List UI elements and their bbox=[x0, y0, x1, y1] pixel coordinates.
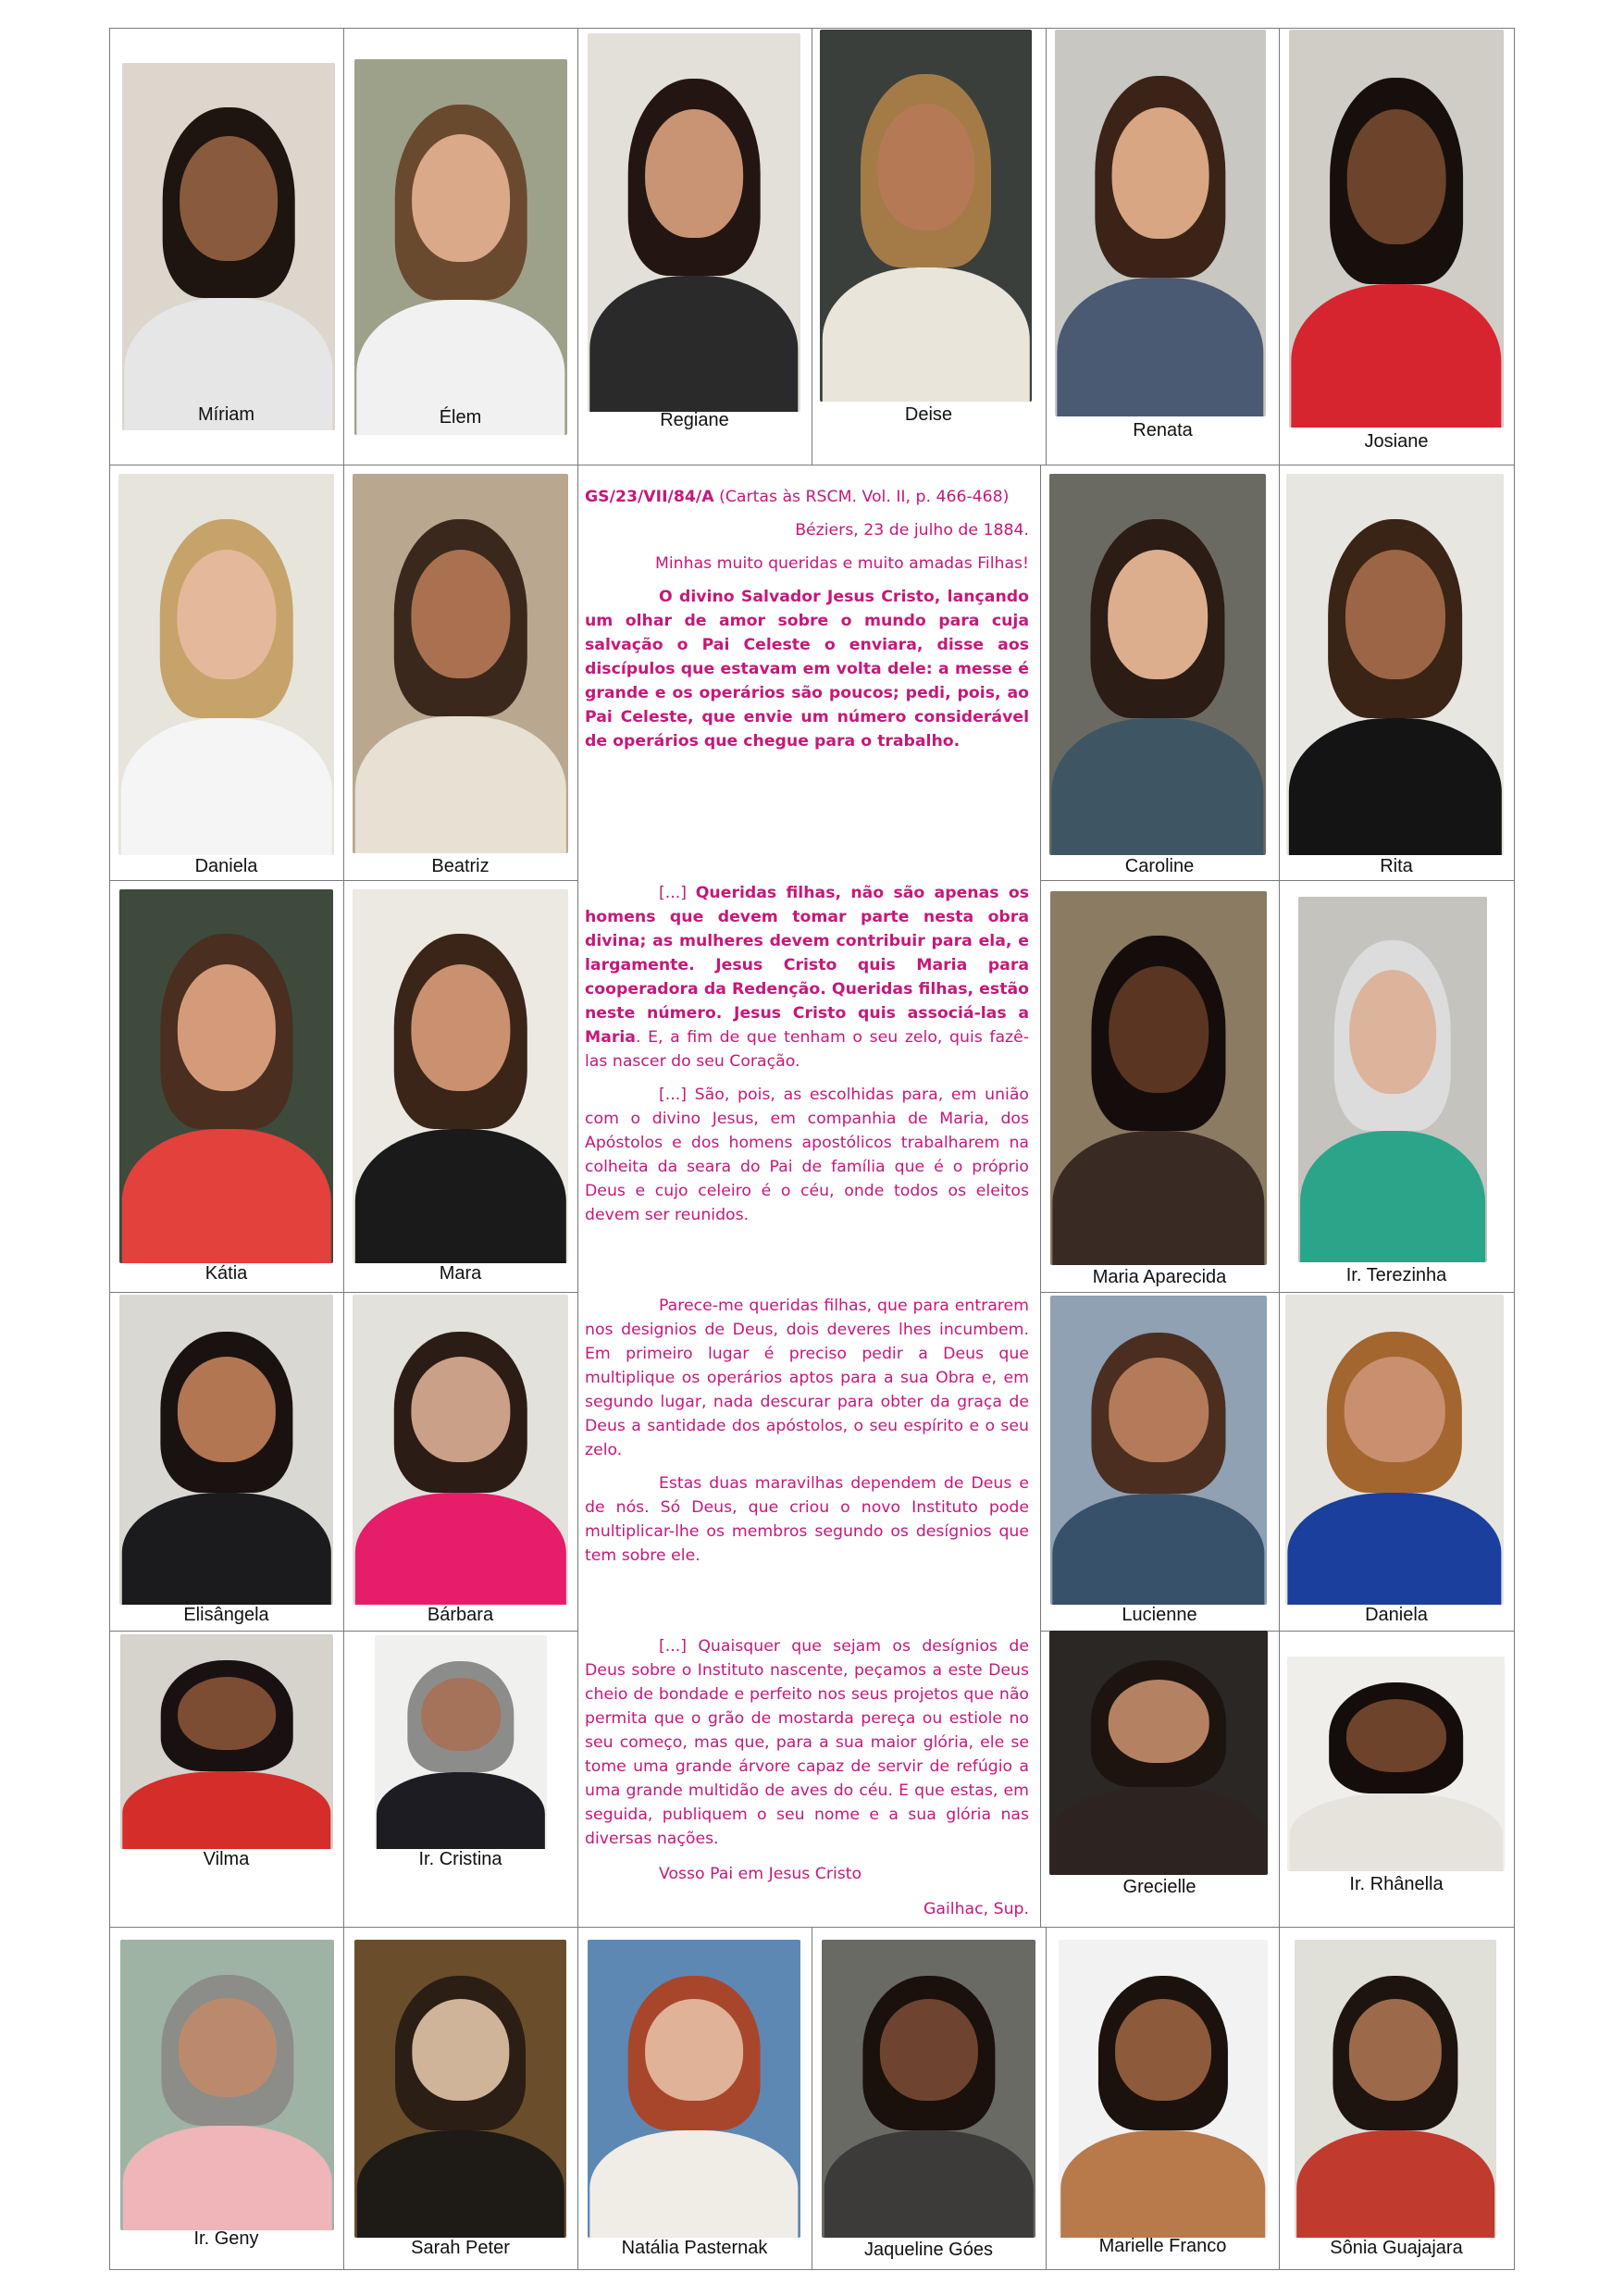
portrait-photo bbox=[822, 1940, 1035, 2238]
portrait-clothing bbox=[589, 2130, 798, 2238]
portrait-photo bbox=[1298, 897, 1487, 1262]
person-card bbox=[812, 1927, 1046, 2269]
portrait-face bbox=[1115, 1999, 1211, 2100]
portrait-face bbox=[1345, 1699, 1445, 1772]
portrait-photo bbox=[353, 474, 568, 853]
person-name: Vilma bbox=[203, 1849, 250, 1869]
portrait-photo bbox=[1286, 474, 1504, 855]
portrait-face bbox=[645, 1999, 743, 2100]
portrait-clothing bbox=[1296, 2130, 1494, 2238]
portrait-face bbox=[1349, 970, 1436, 1094]
portrait-face bbox=[877, 104, 974, 230]
portrait-face bbox=[178, 1677, 276, 1750]
letter-signature: Gailhac, Sup. bbox=[924, 1900, 1029, 1918]
portrait-face bbox=[879, 1999, 977, 2100]
letter-closing bbox=[585, 1634, 1029, 1921]
portrait-photo bbox=[353, 1295, 568, 1605]
person-name: Rita bbox=[1380, 856, 1413, 876]
person-card bbox=[109, 1292, 343, 1631]
letter-paragraph-6: [...] Quaisquer que sejam os desígnios de Deus sobre o Instituto nascente, peçamos a este Deus cheio de bondade e perfeito nos seus projetos que não permita que o grão de mostarda pereça ou estiole no seu começo, mas que, para a sua maior glória, ele se tome uma grande árvore capaz de servir de refúgio a uma grande multidão de aves do céu. E que estas, em seguida, publiquem o seu nome e a sua glória nas diversas nações. bbox=[585, 1637, 1029, 1848]
letter-paragraph-2 bbox=[585, 881, 1029, 1074]
person-name: Marielle Franco bbox=[1098, 2236, 1227, 2256]
portrait-clothing bbox=[1052, 1494, 1264, 1605]
person-name: Jaqueline Góes bbox=[864, 2240, 993, 2260]
person-name: Ir. Rhânella bbox=[1349, 1874, 1444, 1894]
portrait-face bbox=[1345, 1357, 1445, 1462]
portrait-face bbox=[180, 136, 278, 261]
portrait-clothing bbox=[356, 2130, 564, 2238]
person-card bbox=[1279, 465, 1514, 880]
portrait-clothing bbox=[1287, 1493, 1501, 1605]
portrait-photo bbox=[1049, 474, 1266, 855]
person-card bbox=[577, 28, 812, 465]
portrait-clothing bbox=[121, 1493, 330, 1605]
portrait-photo bbox=[1049, 1631, 1268, 1875]
letter-paragraph-3: [...] São, pois, as escolhidas para, em união com o divino Jesus, em companhia de Maria, dos Apóstolos e dos homens apostólicos trabalharem na colheita da seara do Pai de família que é o próprio Deus e cujo celeiro é o céu, onde todos os eleitos devem ser reunidos. bbox=[585, 1086, 1029, 1224]
person-name: Elisângela bbox=[183, 1605, 269, 1625]
portrait-clothing bbox=[1288, 718, 1501, 855]
portrait-face bbox=[411, 1357, 510, 1462]
person-name: Daniela bbox=[194, 856, 258, 876]
person-card bbox=[109, 880, 343, 1292]
portrait-clothing bbox=[122, 1771, 330, 1849]
person-card bbox=[577, 1927, 812, 2269]
portrait-clothing bbox=[122, 2126, 331, 2230]
portrait-face bbox=[645, 109, 743, 238]
person-name: Mara bbox=[439, 1263, 482, 1284]
portrait-face bbox=[177, 964, 275, 1091]
portrait-photo bbox=[1055, 30, 1266, 416]
portrait-face bbox=[1347, 109, 1446, 244]
portrait-clothing bbox=[824, 2130, 1033, 2238]
person-name: Natália Pasternak bbox=[621, 2238, 768, 2258]
person-name: Bárbara bbox=[427, 1605, 494, 1625]
person-name: Ir. Cristina bbox=[418, 1849, 502, 1869]
portrait-clothing bbox=[589, 276, 798, 412]
portrait-clothing bbox=[1051, 1787, 1265, 1875]
person-card bbox=[343, 28, 577, 465]
portrait-clothing bbox=[120, 718, 331, 855]
portrait-face bbox=[412, 1999, 509, 2100]
portrait-face bbox=[178, 1998, 276, 2097]
portrait-photo bbox=[588, 33, 800, 412]
person-name: Beatriz bbox=[431, 856, 490, 876]
portrait-photo bbox=[1059, 1940, 1268, 2238]
portrait-photo bbox=[1050, 1296, 1267, 1605]
portrait-clothing bbox=[1291, 284, 1501, 428]
person-card bbox=[1279, 1927, 1514, 2269]
portrait-photo bbox=[1295, 1940, 1496, 2238]
letter-middle bbox=[585, 881, 1029, 1227]
portrait-clothing bbox=[1300, 1131, 1485, 1262]
person-name: Míriam bbox=[197, 404, 255, 425]
portrait-face bbox=[1349, 1999, 1442, 2100]
person-name: Caroline bbox=[1124, 856, 1195, 876]
portrait-photo bbox=[588, 1940, 800, 2238]
letter-paragraph-5: Estas duas maravilhas dependem de Deus e de nós. Só Deus, que criou o novo Instituto pode multiplicar-lhe os membros segundo os desígnios que tem sobre ele. bbox=[585, 1474, 1029, 1565]
portrait-clothing bbox=[377, 1772, 545, 1849]
person-card bbox=[1279, 28, 1514, 465]
person-name: Regiane bbox=[660, 410, 729, 430]
person-name: Ir. Terezinha bbox=[1345, 1265, 1447, 1285]
person-name: Sônia Guajajara bbox=[1330, 2238, 1463, 2258]
letter-paragraph-1: O divino Salvador Jesus Cristo, lançando um olhar de amor sobre o mundo para cuja salvação o Pai Celeste o enviara, disse aos discípulos que estavam em volta dele: a messe é grande e os operários são poucos; pedi, pois, ao Pai Celeste, que envie um número considerável de operários que chegue para o trabalho. bbox=[585, 588, 1029, 751]
person-name: Daniela bbox=[1365, 1605, 1428, 1625]
portrait-photo bbox=[354, 1940, 566, 2238]
portrait-photo bbox=[119, 1295, 333, 1605]
portrait-photo bbox=[375, 1635, 547, 1849]
person-name: Grecielle bbox=[1122, 1877, 1196, 1897]
portrait-photo bbox=[120, 1940, 334, 2230]
portrait-clothing bbox=[1289, 1793, 1502, 1871]
portrait-face bbox=[1345, 550, 1444, 679]
portrait-face bbox=[412, 134, 510, 262]
portrait-clothing bbox=[822, 267, 1029, 402]
para2-emphasis: Queridas filhas, não são apenas os homens que devem tomar parte nesta obra divina; as mulheres devem contribuir para ela, e largamente. Jesus Cristo quis Maria para cooperadora da Redenção. Queridas filhas, estão neste número. Jesus Cristo quis associá-las a Maria bbox=[585, 884, 1029, 1047]
portrait-face bbox=[411, 550, 510, 678]
portrait-photo bbox=[1287, 1657, 1505, 1871]
portrait-photo bbox=[120, 1634, 333, 1849]
letter-valediction: Vosso Pai em Jesus Cristo bbox=[659, 1865, 862, 1883]
person-card bbox=[812, 28, 1046, 465]
letter-date: Béziers, 23 de julho de 1884. bbox=[795, 521, 1029, 540]
portrait-photo bbox=[1285, 1295, 1504, 1605]
portrait-face bbox=[177, 1357, 275, 1462]
portrait-photo bbox=[1050, 891, 1267, 1265]
person-card bbox=[109, 28, 343, 465]
letter-paragraph-4: Parece-me queridas filhas, que para entrarem nos designios de Deus, dois deveres lhes incumbem. Em primeiro lugar é preciso pedir a Deus que multiplique os operários aptos para a sua Obra e, em segundo lugar, nada descurar para obter da graça de Deus a santidade dos apóstolos, o seu espírito e o seu zelo. bbox=[585, 1297, 1029, 1459]
person-name: Élem bbox=[439, 407, 482, 428]
portrait-photo bbox=[122, 63, 335, 430]
letter-ref-source: (Cartas às RSCM. Vol. II, p. 466-468) bbox=[713, 488, 1010, 506]
letter-ref-code: GS/23/VII/84/A bbox=[585, 488, 714, 506]
letter-greeting: Minhas muito queridas e muito amadas Filhas! bbox=[654, 554, 1029, 573]
person-card bbox=[109, 1631, 343, 1927]
portrait-face bbox=[1109, 1680, 1209, 1763]
para2-prefix: [...] bbox=[659, 884, 696, 902]
person-card bbox=[343, 1927, 577, 2269]
portrait-clothing bbox=[354, 716, 565, 853]
person-name: Deise bbox=[904, 404, 953, 425]
border-right bbox=[1514, 28, 1515, 2269]
person-card bbox=[343, 1292, 577, 1631]
portrait-face bbox=[411, 964, 510, 1091]
person-card bbox=[1046, 1927, 1280, 2269]
portrait-face bbox=[1112, 107, 1209, 239]
portrait-photo bbox=[353, 889, 568, 1263]
person-name: Maria Aparecida bbox=[1092, 1267, 1227, 1287]
portrait-clothing bbox=[1060, 2130, 1265, 2238]
person-card bbox=[1040, 1292, 1279, 1631]
portrait-face bbox=[1109, 966, 1209, 1093]
para2-rest: . E, a fim de que tenham o seu zelo, quis fazê-las nascer do seu Coração. bbox=[585, 1028, 1029, 1071]
person-card bbox=[109, 1927, 343, 2269]
portrait-clothing bbox=[121, 1129, 330, 1263]
letter-header bbox=[585, 485, 1029, 753]
letter-reference bbox=[585, 485, 1029, 509]
person-card bbox=[109, 465, 343, 880]
portrait-face bbox=[421, 1678, 501, 1751]
portrait-clothing bbox=[1057, 278, 1263, 416]
portrait-face bbox=[1109, 1358, 1209, 1463]
portrait-photo bbox=[354, 59, 567, 435]
person-name: Kátia bbox=[205, 1263, 248, 1284]
portrait-photo bbox=[119, 889, 333, 1263]
portrait-photo bbox=[1289, 30, 1504, 428]
letter-lower bbox=[585, 1294, 1029, 1568]
portrait-clothing bbox=[1051, 718, 1263, 855]
border-bottom bbox=[109, 2269, 1515, 2270]
person-card bbox=[1279, 880, 1514, 1292]
portrait-clothing bbox=[354, 1493, 565, 1605]
person-name: Renata bbox=[1133, 420, 1193, 441]
portrait-photo bbox=[820, 30, 1032, 402]
person-card bbox=[1279, 1292, 1514, 1631]
person-card bbox=[1040, 465, 1279, 880]
person-card bbox=[1279, 1631, 1514, 1927]
person-name: Josiane bbox=[1364, 431, 1429, 452]
person-card bbox=[343, 1631, 577, 1927]
person-name: Lucienne bbox=[1122, 1605, 1197, 1625]
portrait-clothing bbox=[1052, 1131, 1264, 1265]
person-name: Sarah Peter bbox=[411, 2238, 510, 2258]
person-card bbox=[1046, 28, 1280, 465]
portrait-clothing bbox=[354, 1129, 565, 1263]
portrait-face bbox=[1108, 550, 1208, 679]
person-card bbox=[343, 465, 577, 880]
person-card bbox=[1040, 1631, 1279, 1927]
person-card bbox=[1040, 880, 1279, 1292]
person-name: Ir. Geny bbox=[193, 2228, 259, 2249]
portrait-face bbox=[177, 550, 276, 679]
person-card bbox=[343, 880, 577, 1292]
portrait-photo bbox=[118, 474, 334, 855]
